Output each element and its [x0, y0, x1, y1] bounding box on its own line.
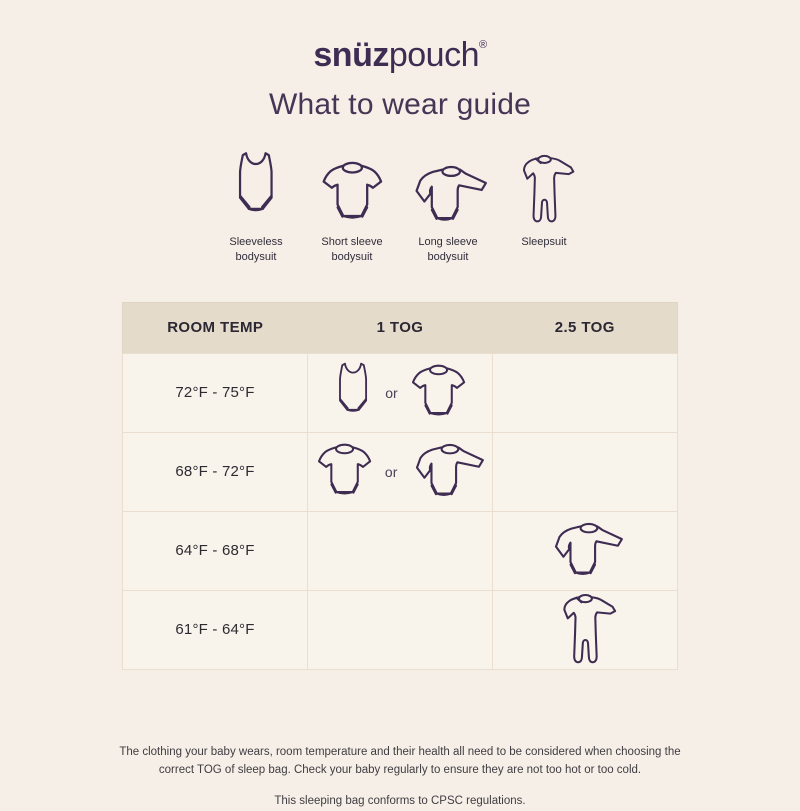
- footer-compliance-note: This sleeping bag conforms to CPSC regulations.: [274, 795, 526, 808]
- legend-label: Sleeveless bodysuit: [229, 236, 283, 264]
- sleeveless-bodysuit-icon: [330, 361, 376, 424]
- long-sleeve-bodysuit-icon: [545, 522, 626, 580]
- page-title: What to wear guide: [268, 88, 532, 121]
- logo-text-bold: snüz: [313, 36, 389, 74]
- legend-item-sleeveless-bodysuit: [208, 146, 304, 266]
- temp-range-cell: 72°F - 75°F: [123, 353, 308, 432]
- sleepsuit-icon: [511, 154, 576, 226]
- short-sleeve-bodysuit-icon: [317, 161, 388, 226]
- or-label: or: [384, 463, 398, 480]
- column-header-1-tog: 1 TOG: [308, 302, 493, 353]
- footer: [0, 744, 800, 811]
- table-row: [123, 353, 678, 432]
- legend-item-sleepsuit: [496, 146, 592, 266]
- tog-guide-table: [122, 302, 678, 670]
- tog25-garments-cell: [493, 590, 678, 669]
- long-sleeve-bodysuit-icon: [405, 165, 490, 226]
- legend-item-long-sleeve-bodysuit: [400, 146, 496, 266]
- table-row: [123, 590, 678, 669]
- tog1-garments-cell: [308, 590, 493, 669]
- short-sleeve-bodysuit-icon: [313, 443, 376, 501]
- legend-label: Sleepsuit: [521, 236, 567, 248]
- tog1-garments-cell: [308, 511, 493, 590]
- brand-logo: [0, 27, 800, 80]
- sleepsuit-icon: [551, 593, 618, 667]
- column-header-2-5-tog: 2.5 TOG: [493, 302, 678, 353]
- legend-label: Short sleeve bodysuit: [321, 236, 383, 264]
- column-header-room-temp: ROOM TEMP: [123, 302, 308, 353]
- tog25-garments-cell: [493, 432, 678, 511]
- temp-range-cell: 61°F - 64°F: [123, 590, 308, 669]
- or-label: or: [385, 384, 398, 401]
- short-sleeve-bodysuit-icon: [407, 364, 470, 422]
- long-sleeve-bodysuit-icon: [406, 443, 487, 501]
- logo-text-light: pouch: [388, 36, 479, 74]
- registered-trademark-symbol: ®: [478, 39, 487, 51]
- table-row: [123, 432, 678, 511]
- table-header-row: [123, 302, 678, 353]
- temp-range-cell: 64°F - 68°F: [123, 511, 308, 590]
- tog1-garments-cell: [308, 432, 493, 511]
- tog25-garments-cell: [493, 511, 678, 590]
- table-row: [123, 511, 678, 590]
- sleeveless-bodysuit-icon: [228, 150, 284, 226]
- tog1-garments-cell: [308, 353, 493, 432]
- garment-legend: [0, 146, 800, 266]
- footer-note: The clothing your baby wears, room temperature and their health all need to be considered when choosing the correct TOG of sleep bag. Check your baby regularly to ensure they are not too hot or too cold.: [119, 745, 681, 776]
- legend-label: Long sleeve bodysuit: [418, 236, 478, 264]
- tog25-garments-cell: [493, 353, 678, 432]
- legend-item-short-sleeve-bodysuit: [304, 146, 400, 266]
- temp-range-cell: 68°F - 72°F: [123, 432, 308, 511]
